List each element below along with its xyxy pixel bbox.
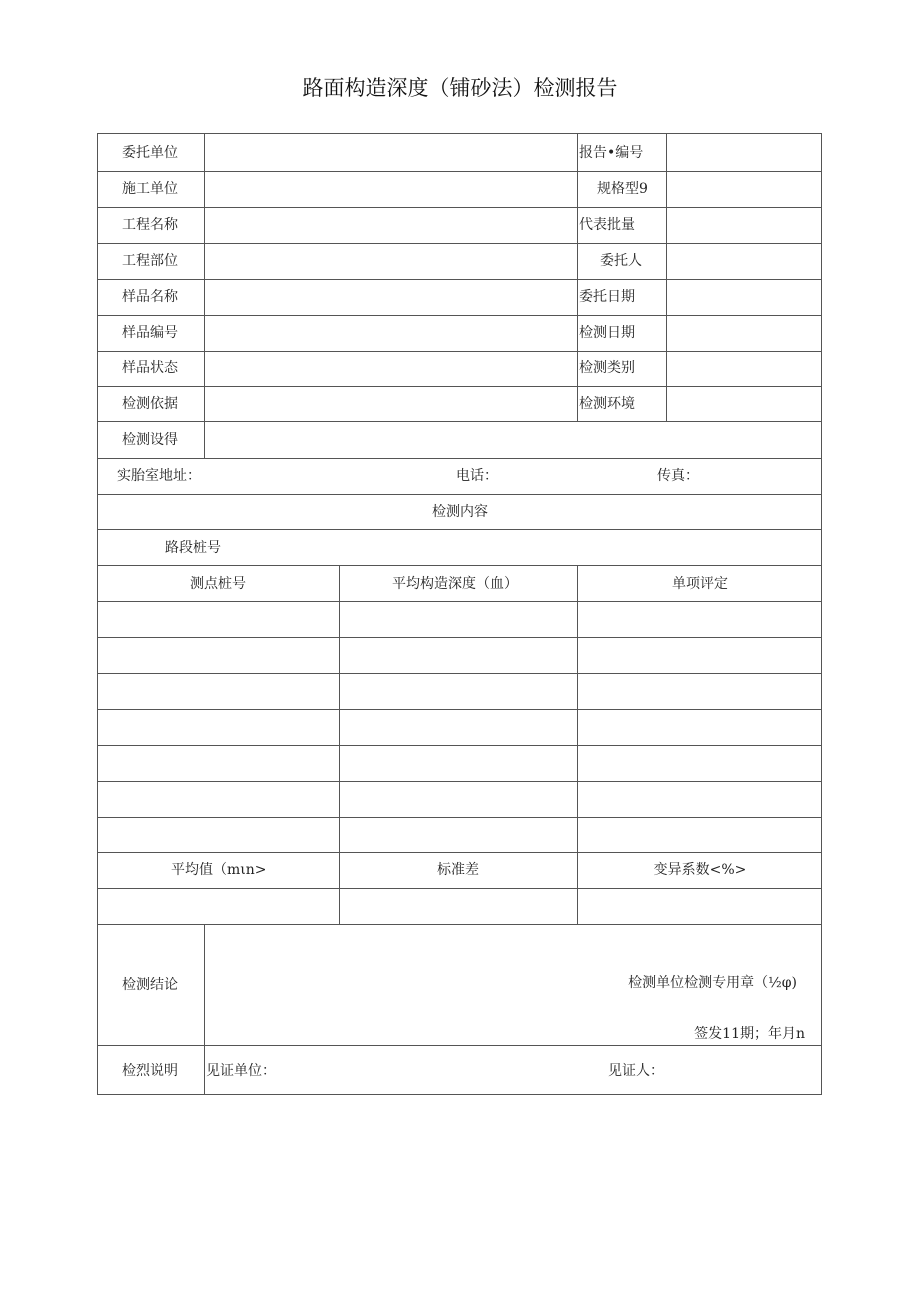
label-sample-number: 样品编号: [122, 325, 178, 341]
row-divider: [97, 601, 822, 602]
witness-person-label: 见证人：: [608, 1063, 664, 1079]
label-sample-state: 样品状态: [122, 360, 178, 376]
label-sample-name: 样品名称: [122, 289, 178, 305]
witness-unit-label: 见证单位：: [206, 1063, 276, 1079]
notes-label: 检烈说明: [122, 1063, 178, 1079]
column-header-evaluation: 单项评定: [672, 576, 728, 592]
label-spec-model: 规格型9: [597, 181, 648, 197]
column-header-station: 测点桩号: [190, 576, 246, 592]
stat-mean-label: 平均值（mιn>: [171, 862, 267, 878]
row-divider: [97, 745, 822, 746]
row-divider: [97, 458, 822, 459]
row-divider: [97, 781, 822, 782]
row-divider: [97, 565, 822, 566]
row-divider: [97, 709, 822, 710]
label-project-part: 工程部位: [122, 253, 178, 269]
column-divider: [666, 133, 667, 421]
conclusion-label: 检测结论: [122, 977, 178, 993]
label-client-unit: 委托单位: [122, 145, 178, 161]
label-test-basis: 检测依据: [122, 396, 178, 412]
label-batch-size: 代表批量: [579, 217, 635, 233]
row-divider: [97, 673, 822, 674]
label-test-environment: 检测环境: [579, 396, 635, 412]
column-divider: [204, 924, 205, 1095]
label-commission-date: 委托日期: [579, 289, 635, 305]
label-test-equipment: 检测设得: [122, 432, 178, 448]
column-divider: [577, 133, 578, 421]
row-divider: [97, 315, 822, 316]
column-divider: [339, 565, 340, 924]
column-header-mean-depth: 平均构造深度（血）: [392, 576, 518, 592]
row-divider: [97, 494, 822, 495]
lab-phone-label: 电话：: [456, 468, 498, 484]
row-divider: [97, 1045, 822, 1046]
label-report-number: 报告•编号: [579, 145, 644, 161]
content-header: 检测内容: [432, 504, 488, 520]
row-divider: [97, 421, 822, 422]
row-divider: [97, 888, 822, 889]
label-test-date: 检测日期: [579, 325, 635, 341]
official-stamp-text: 检测单位检测专用章（½φ): [628, 975, 797, 991]
row-divider: [97, 817, 822, 818]
report-title: 路面构造深度（铺砂法）检测报告: [302, 76, 618, 100]
stat-std-label: 标准差: [437, 862, 479, 878]
report-table: [97, 133, 822, 1095]
lab-fax-label: 传真：: [657, 468, 699, 484]
label-client-person: 委托人: [600, 253, 642, 269]
label-project-name: 工程名称: [122, 217, 178, 233]
section-label: 路段桩号: [165, 540, 221, 556]
row-divider: [97, 207, 822, 208]
row-divider: [97, 351, 822, 352]
stat-cv-label: 变异系数<%>: [653, 862, 747, 878]
column-divider: [204, 133, 205, 458]
row-divider: [97, 924, 822, 925]
row-divider: [97, 243, 822, 244]
issue-date-label: 签发11期；年月n: [694, 1026, 805, 1042]
row-divider: [97, 852, 822, 853]
label-construction-unit: 施工单位: [122, 181, 178, 197]
lab-address-label: 实胎室地址：: [117, 468, 201, 484]
row-divider: [97, 386, 822, 387]
row-divider: [97, 529, 822, 530]
column-divider: [577, 565, 578, 924]
label-test-category: 检测类别: [579, 360, 635, 376]
row-divider: [97, 171, 822, 172]
row-divider: [97, 637, 822, 638]
row-divider: [97, 279, 822, 280]
